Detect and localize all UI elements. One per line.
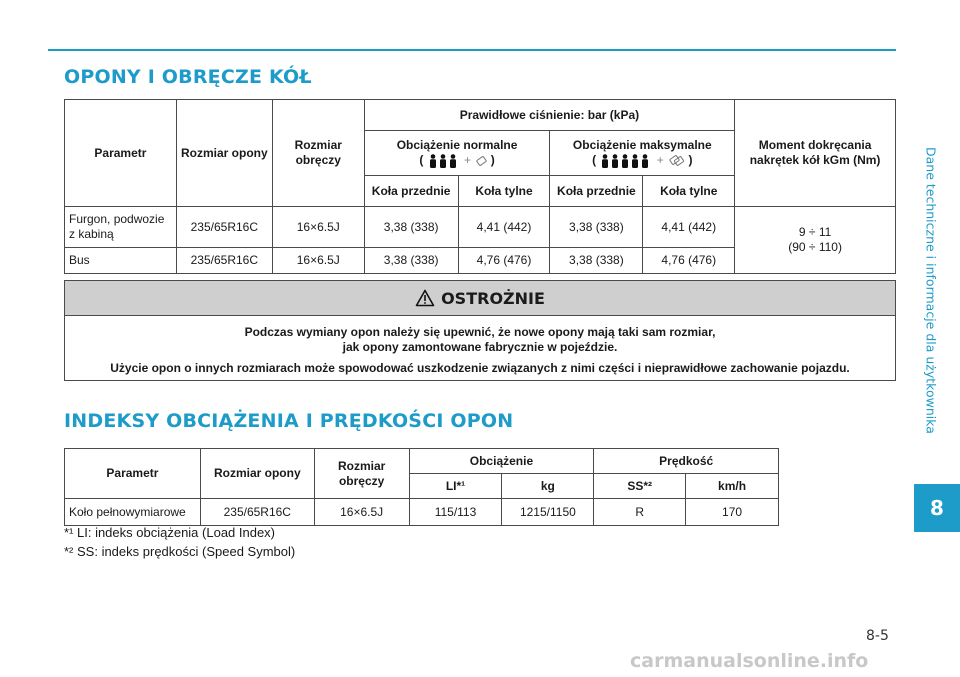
normal-load-label: Obciążenie normalne — [396, 138, 518, 152]
tire-pressure-table — [64, 99, 896, 274]
row1-tire: 235/65R16C — [176, 207, 272, 248]
header-rim-size: Rozmiar obręczy — [272, 100, 364, 207]
row2-max-rear: 4,76 (476) — [643, 248, 735, 274]
chapter-side-label: Dane techniczne i informacje dla użytkownika — [923, 146, 939, 434]
row1-normal-front: 3,38 (338) — [364, 207, 458, 248]
footnote-ss: *² SS: indeks prędkości (Speed Symbol) — [64, 544, 296, 559]
header-normal-load — [364, 131, 550, 176]
person-icon — [439, 154, 447, 168]
header-normal-front: Koła przednie — [364, 176, 458, 207]
page-number: 8-5 — [866, 628, 889, 644]
header-kg: kg — [502, 474, 594, 499]
header-tire-size: Rozmiar opony — [200, 449, 314, 499]
luggage-icon — [669, 154, 685, 167]
chapter-tab[interactable]: 8 — [914, 484, 960, 532]
caution-line1: Podczas wymiany opon należy się upewnić, że nowe opony mają taki sam rozmiar, — [244, 325, 716, 339]
row2-rim: 16×6.5J — [272, 248, 364, 274]
plus-sign: + — [464, 153, 472, 167]
header-li: LI*¹ — [409, 474, 502, 499]
row-kg: 1215/1150 — [502, 499, 594, 526]
row1-rim: 16×6.5J — [272, 207, 364, 248]
header-load: Obciążenie — [409, 449, 594, 474]
header-max-rear: Koła tylne — [643, 176, 735, 207]
person-icon — [449, 154, 457, 168]
person-icon — [611, 154, 619, 168]
torque-cell — [735, 207, 896, 274]
header-tire-size: Rozmiar opony — [176, 100, 272, 207]
warning-triangle-icon — [415, 289, 435, 307]
header-torque: Moment dokręcania nakrętek kół kGm (Nm) — [735, 100, 896, 207]
torque-value: 9 ÷ 11 — [798, 225, 832, 239]
torque-value-nm: (90 ÷ 110) — [788, 240, 842, 254]
header-parameter: Parametr — [65, 100, 177, 207]
caution-header — [65, 281, 895, 316]
person-icon — [429, 154, 437, 168]
person-icon — [631, 154, 639, 168]
person-icon — [641, 154, 649, 168]
plus-sign: + — [656, 153, 664, 167]
header-kmh: km/h — [686, 474, 779, 499]
row-tire: 235/65R16C — [200, 499, 314, 526]
row-kmh: 170 — [686, 499, 779, 526]
max-load-icons: ( + ) — [592, 153, 693, 167]
row2-parameter: Bus — [65, 248, 177, 274]
footnote-li: *¹ LI: indeks obciążenia (Load Index) — [64, 525, 276, 540]
caution-title: OSTROŻNIE — [441, 288, 545, 308]
row1-max-rear: 4,41 (442) — [643, 207, 735, 248]
person-icon — [601, 154, 609, 168]
header-max-front: Koła przednie — [550, 176, 643, 207]
row2-tire: 235/65R16C — [176, 248, 272, 274]
header-pressure: Prawidłowe ciśnienie: bar (kPa) — [364, 100, 734, 131]
header-parameter: Parametr — [65, 449, 201, 499]
caution-line3: Użycie opon o innych rozmiarach może spowodować uszkodzenie związanych z nimi części i nieprawidłowe zachowanie pojazdu. — [110, 361, 850, 375]
load-speed-index-table — [64, 448, 779, 526]
max-load-label: Obciążenie maksymalne — [572, 138, 712, 152]
caution-box — [64, 280, 896, 381]
section-title-tires: OPONY I OBRĘCZE KÓŁ — [64, 66, 312, 88]
row2-normal-front: 3,38 (338) — [364, 248, 458, 274]
row-ss: R — [594, 499, 686, 526]
row1-normal-rear: 4,41 (442) — [458, 207, 550, 248]
row-li: 115/113 — [409, 499, 502, 526]
section-title-indexes: INDEKSY OBCIĄŻENIA I PRĘDKOŚCI OPON — [64, 410, 514, 432]
row1-max-front: 3,38 (338) — [550, 207, 643, 248]
caution-body — [65, 316, 895, 376]
header-normal-rear: Koła tylne — [458, 176, 550, 207]
top-rule — [48, 49, 896, 51]
row2-max-front: 3,38 (338) — [550, 248, 643, 274]
header-ss: SS*² — [594, 474, 686, 499]
normal-load-icons: ( + ) — [419, 153, 495, 167]
row1-parameter: Furgon, podwozie z kabiną — [65, 207, 177, 248]
luggage-icon — [476, 155, 487, 166]
header-rim-size: Rozmiar obręczy — [314, 449, 409, 499]
watermark: carmanualsonline.info — [630, 650, 869, 672]
person-icon — [621, 154, 629, 168]
header-speed: Prędkość — [594, 449, 779, 474]
row-rim: 16×6.5J — [314, 499, 409, 526]
row-parameter: Koło pełnowymiarowe — [65, 499, 201, 526]
header-max-load — [550, 131, 735, 176]
caution-line2: jak opony zamontowane fabrycznie w pojeździe. — [342, 340, 618, 354]
row2-normal-rear: 4,76 (476) — [458, 248, 550, 274]
